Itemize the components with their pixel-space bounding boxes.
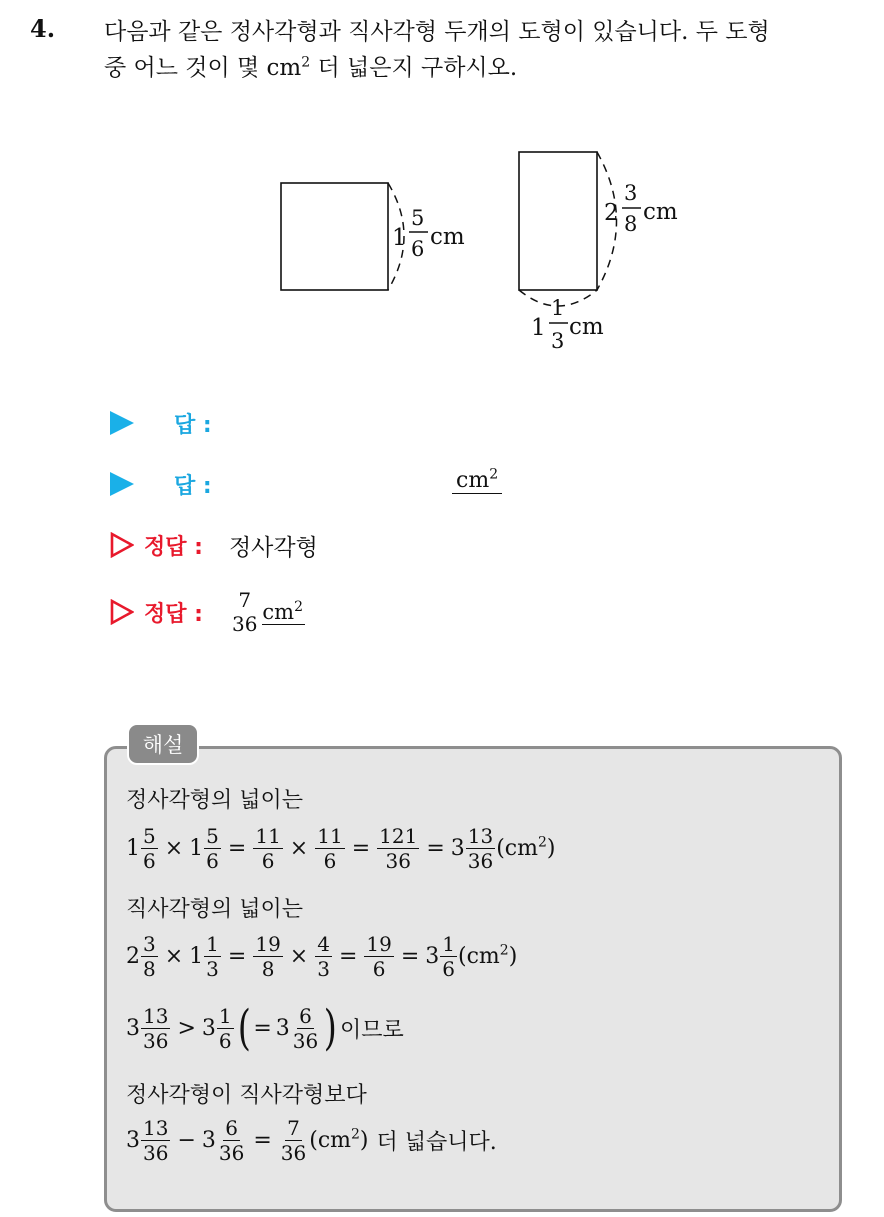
correct-value-1: 정사각형	[228, 534, 318, 561]
rectangle-shape	[519, 152, 597, 290]
question-number: 4.	[30, 14, 56, 43]
rect-height-whole: 2	[604, 200, 619, 226]
rect-width-den: 3	[551, 329, 565, 353]
rect-width-whole: 1	[531, 315, 546, 341]
explanation-equation-square: 1 $\frac{5}{6}$ × 1 $\frac{5}{6}$ = $\frac{11}{6}$ × $\frac{11}{6}$ = $\frac{121}{36}$ = 3 $\frac{13}{36}$ $(cm^2)$	[126, 824, 556, 873]
explanation-difference: 3 $\frac{13}{36}$ − 3 $\frac{6}{36}$ = $\frac{7}{36}$ $(cm^2)$ 더 넓습니다.	[126, 1116, 497, 1165]
rect-height-den: 8	[624, 212, 638, 236]
explanation-line-6: 정사각형이 직사각형보다	[126, 1083, 367, 1108]
outline-triangle-icon	[110, 532, 134, 558]
correct-row-2	[110, 586, 305, 638]
explanation-line-3: 직사각형의 넓이는	[126, 897, 304, 922]
correct-label: 정답 :	[144, 534, 203, 560]
answer-unit-blank[interactable]: $cm^2$	[452, 468, 502, 494]
explanation-equation-rectangle: 2 $\frac{3}{8}$ × 1 $\frac{1}{3}$ = $\frac{19}{8}$ × $\frac{4}{3}$ = $\frac{19}{6}$ = 3 $\frac{1}{6}$ $(cm^2)$	[126, 932, 518, 981]
correct-label: 정답 :	[144, 601, 203, 627]
question-text: 다음과 같은 정사각형과 직사각형 두개의 도형이 있습니다. 두 도형 중 어느 것이 몇 $cm^2$ 더 넓은지 구하시오.	[104, 19, 770, 81]
square-side-whole: 1	[392, 225, 407, 251]
explanation-badge: 해설	[127, 723, 199, 765]
answer-label: 답 :	[174, 473, 212, 499]
answer-row-1	[110, 403, 212, 443]
rect-width-unit: cm	[569, 314, 604, 340]
play-triangle-icon	[110, 411, 134, 435]
answer-label: 답 :	[174, 412, 212, 438]
correct-value-2: 7 36 $cm^2$	[231, 588, 304, 636]
rect-height-unit: cm	[643, 199, 678, 225]
explanation-line-1: 정사각형의 넓이는	[126, 788, 304, 813]
answer-row-2	[110, 464, 530, 504]
figure-shapes	[0, 0, 884, 400]
square-side-den: 6	[411, 237, 425, 261]
square-shape	[281, 183, 388, 290]
square-side-unit: cm	[430, 224, 465, 250]
outline-triangle-icon	[110, 599, 134, 625]
rect-width-num: 1	[551, 296, 565, 320]
rect-height-num: 3	[624, 181, 638, 205]
square-side-num: 5	[411, 206, 425, 230]
play-triangle-icon	[110, 472, 134, 496]
correct-row-1	[110, 525, 318, 565]
explanation-comparison: 3 $\frac{13}{36}$ > 3 $\frac{1}{6}$ ( = 3 $\frac{6}{36}$ ) 이므로	[126, 1000, 404, 1056]
